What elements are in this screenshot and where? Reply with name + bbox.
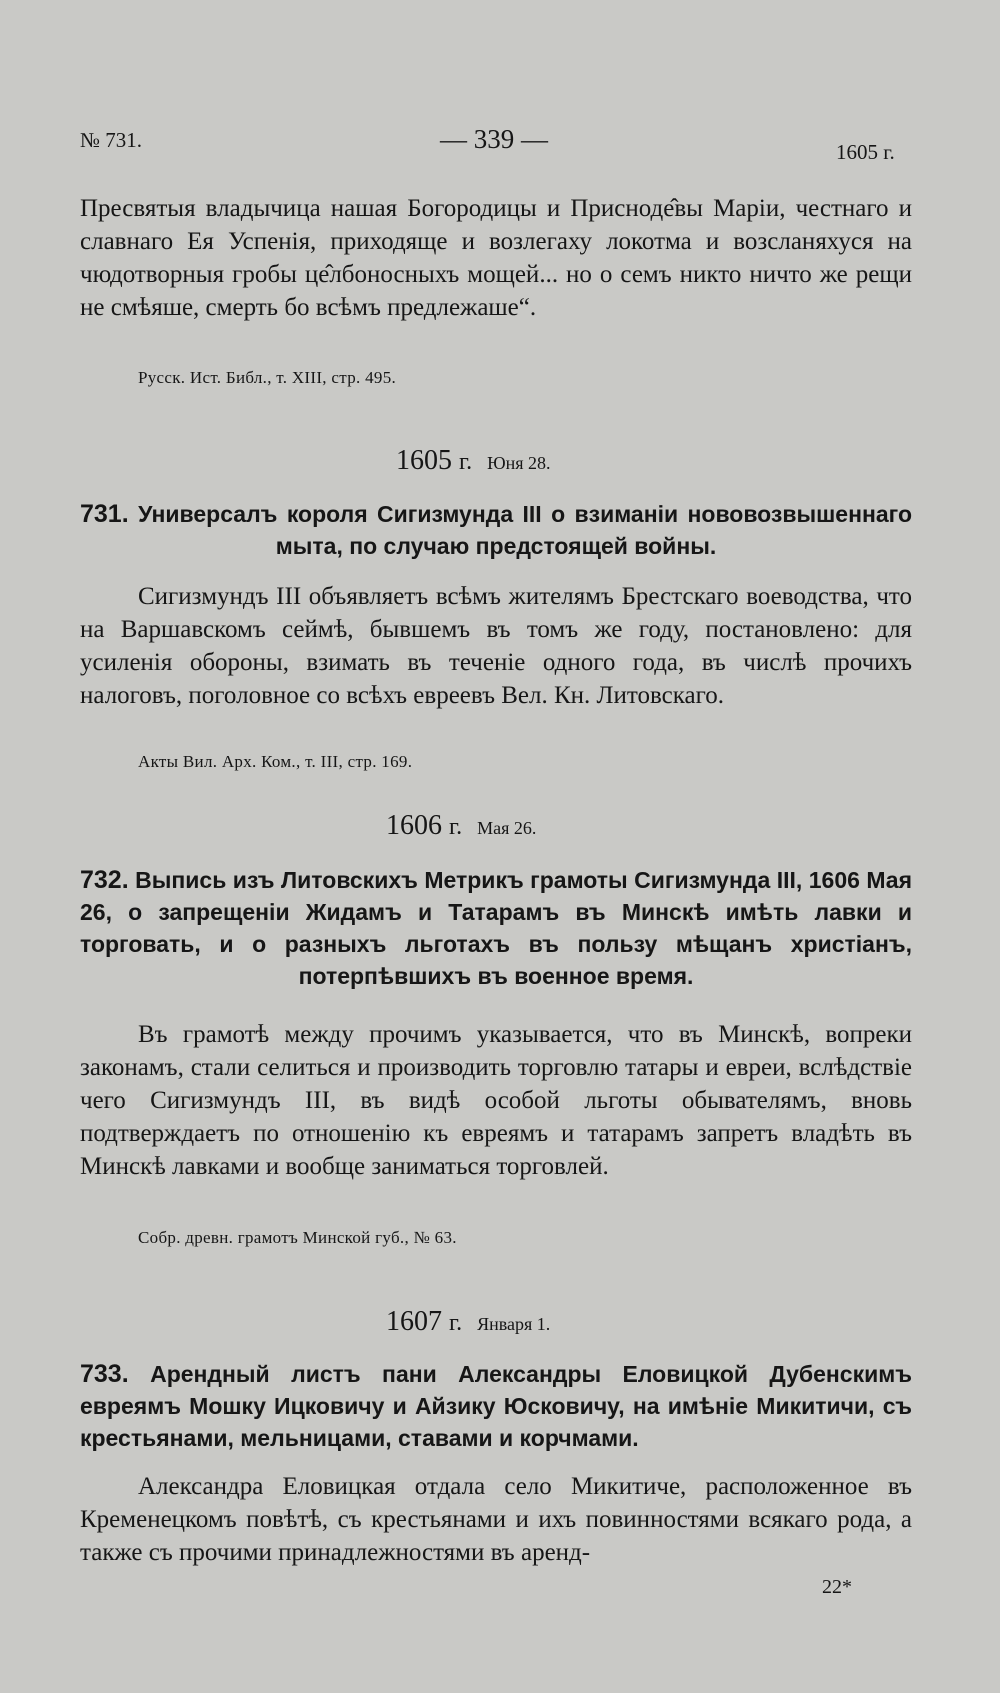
intro-source: Русск. Ист. Библ., т. XIII, стр. 495. <box>138 368 397 387</box>
date-unit: г. <box>459 449 473 475</box>
entry-text: Александра Еловицкая отдала село Микитиче, расположенное въ Кременецкомъ повѣтѣ, съ крестьянами и ихъ повинностями всякаго рода, а также съ прочими принадлежностями въ аренд- <box>80 1473 912 1566</box>
entry-title-text: Арендный листъ пани Александры Еловицкой Дубенскимъ евреямъ Мошку Ицковичу и Айзику Юсковичу, на имѣніе Микитичи, съ крестьянами, мельницами, ставами и корчмами. <box>80 1361 913 1451</box>
signature-mark: 22* <box>822 1576 852 1598</box>
entry-text: Сигизмундъ III объявляетъ всѣмъ жителямъ Брестскаго воеводства, что на Варшавскомъ сеймѣ, бывшемъ въ томъ же году, постановлено: для усиленія обороны, взимать въ теченіе одного года, въ числѣ прочихъ налоговъ, поголовное со всѣхъ евреевъ Вел. Кн. Литовскаго. <box>80 583 912 709</box>
date-year: 1605 <box>396 445 452 476</box>
entry-number: 733. <box>80 1360 129 1388</box>
entry-title <box>80 498 912 562</box>
entry-source: Акты Вил. Арх. Ком., т. III, стр. 169. <box>138 752 413 771</box>
entry-date <box>386 1306 550 1338</box>
intro-text: Пресвятыя владычица нашая Богородицы и Присноде̂вы Маріи, честнаго и славнаго Ея Успенія, приходяще и возлегаху локотма и возсланяхуся на чюдотворныя гробы це̂лбоносныхъ мощей... но о семъ никто ничто же рещи не смѣяше, смерть бо всѣмъ предлежаше“. <box>80 195 912 321</box>
date-year: 1607 <box>386 1306 442 1337</box>
entry-text: Въ грамотѣ между прочимъ указывается, что въ Минскѣ, вопреки законамъ, стали селиться и производить торговлю татары и евреи, вслѣдствіе чего Сигизмундъ III, въ видѣ особой льготы обывателямъ, вновь подтверждаетъ по отношенію къ евреямъ и татарамъ запретъ владѣть въ Минскѣ лавками и вообще заниматься торговлей. <box>80 1021 912 1180</box>
header-doc-number: № 731. <box>80 128 143 152</box>
date-day: Января 1. <box>477 1314 551 1334</box>
date-day: Мая 26. <box>477 818 537 838</box>
date-unit: г. <box>449 814 463 840</box>
entry-number: 731. <box>80 500 129 528</box>
entry-title-text: Выпись изъ Литовскихъ Метрикъ грамоты Сигизмунда III, 1606 Мая 26, о запрещеніи Жидамъ и Татарамъ въ Минскѣ имѣть лавки и торговать, и о разныхъ льготахъ въ пользу мѣщанъ христіанъ, потерпѣвшихъ въ военное время. <box>80 867 913 989</box>
entry-title <box>80 1358 912 1454</box>
entry-source: Собр. древн. грамотъ Минской губ., № 63. <box>138 1228 457 1247</box>
date-unit: г. <box>449 1310 463 1336</box>
entry-date <box>396 445 551 477</box>
entry-date <box>386 810 536 842</box>
header-page-number: — 339 — <box>440 124 548 154</box>
entry-number: 732. <box>80 866 129 894</box>
entry-title-text: Универсалъ короля Сигизмунда III о взиманіи нововозвышеннаго мыта, по случаю предстоящей войны. <box>138 501 912 559</box>
header-year: 1605 г. <box>836 140 895 164</box>
date-year: 1606 <box>386 810 442 841</box>
date-day: Юня 28. <box>487 453 551 473</box>
entry-title <box>80 864 912 992</box>
